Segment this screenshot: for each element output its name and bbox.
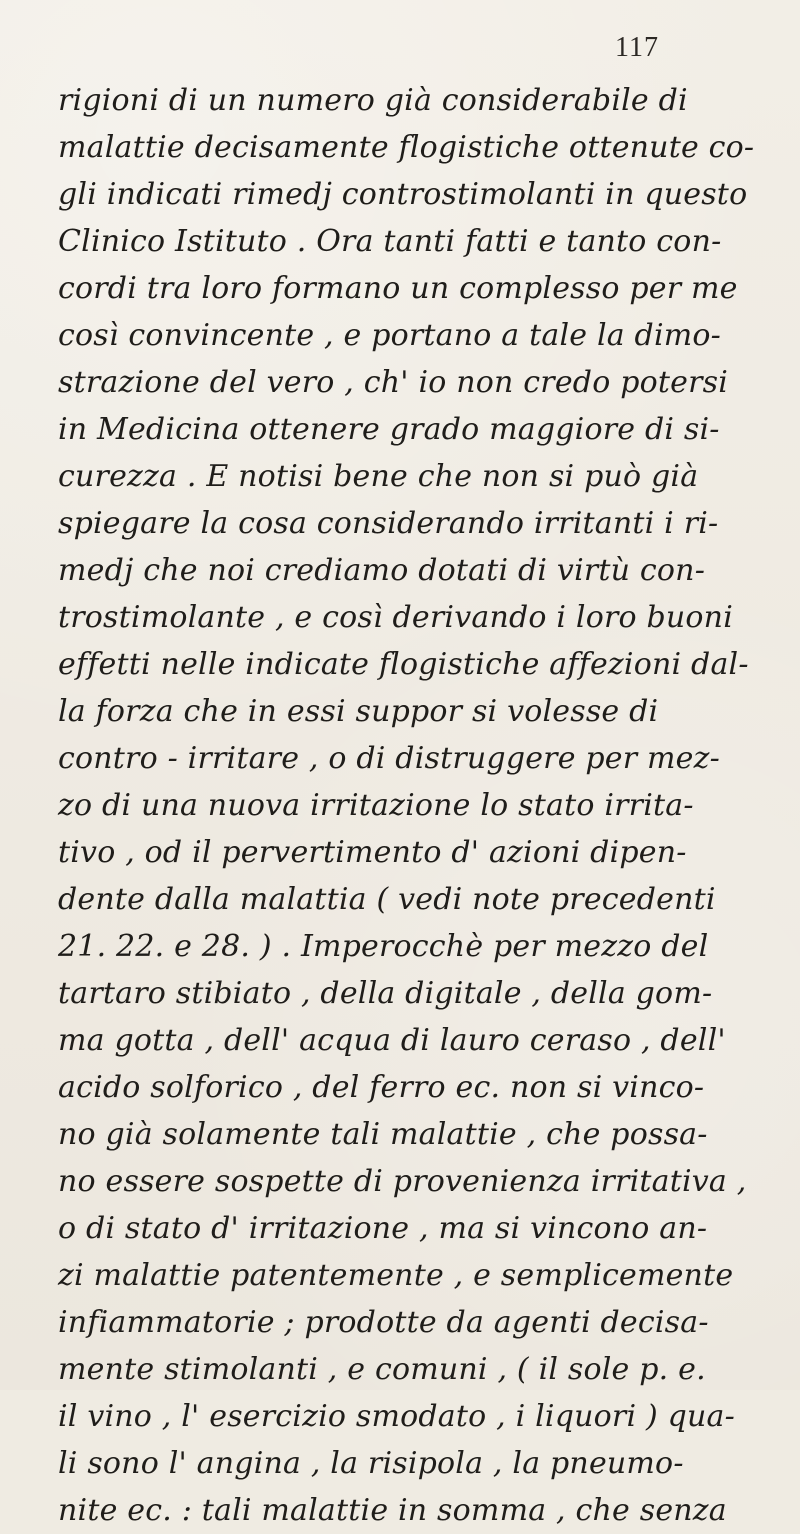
text-line: cordi tra loro formano un complesso per me — [58, 271, 738, 306]
text-line: la forza che in essi suppor si volesse di — [58, 694, 659, 729]
text-line: acido solforico , del ferro ec. non si vinco- — [58, 1070, 705, 1105]
text-line: medj che noi crediamo dotati di virtù con- — [58, 553, 706, 588]
text-line: gli indicati rimedj controstimolanti in questo — [58, 177, 748, 212]
text-line: zo di una nuova irritazione lo stato irrita- — [58, 788, 694, 823]
text-line: nite ec. : tali malattie in somma , che senza — [58, 1493, 727, 1528]
text-line: spiegare la cosa considerando irritanti i ri- — [58, 506, 719, 541]
text-line: no già solamente tali malattie , che possa- — [58, 1117, 708, 1152]
text-line: infiammatorie ; prodotte da agenti decisa- — [58, 1305, 709, 1340]
text-line: Clinico Istituto . Ora tanti fatti e tanto con- — [58, 224, 722, 259]
text-line: malattie decisamente flogistiche ottenute co- — [58, 130, 755, 165]
text-line: no essere sospette di provenienza irritativa , — [58, 1164, 747, 1199]
text-line: in Medicina ottenere grado maggiore di si- — [58, 412, 720, 447]
text-line: effetti nelle indicate flogistiche affezioni dal- — [58, 647, 749, 682]
text-line: li sono l' angina , la risipola , la pneumo- — [58, 1446, 684, 1481]
text-line: rigioni di un numero già considerabile di — [58, 83, 688, 118]
text-line: dente dalla malattia ( vedi note precedenti — [58, 882, 716, 917]
text-line: 21. 22. e 28. ) . Imperocchè per mezzo del — [58, 929, 709, 964]
text-line: così convincente , e portano a tale la dimo- — [58, 318, 721, 353]
text-line: tivo , od il pervertimento d' azioni dipen- — [58, 835, 687, 870]
text-line: il vino , l' esercizio smodato , i liquori ) qua- — [58, 1399, 735, 1434]
text-line: ma gotta , dell' acqua di lauro ceraso , dell' — [58, 1023, 726, 1058]
text-line: contro - irritare , o di distruggere per mez- — [58, 741, 720, 776]
text-line: o di stato d' irritazione , ma si vincono an- — [58, 1211, 708, 1246]
text-line: mente stimolanti , e comuni , ( il sole p. e. — [58, 1352, 706, 1387]
page-number: 117 — [615, 32, 659, 63]
text-line: trostimolante , e così derivando i loro buoni — [58, 600, 733, 635]
text-line: tartaro stibiato , della digitale , della gom- — [58, 976, 713, 1011]
body-text — [58, 77, 755, 1534]
text-line: curezza . E notisi bene che non si può già — [58, 459, 699, 494]
text-line: zi malattie patentemente , e semplicemente — [58, 1258, 734, 1293]
text-line: strazione del vero , ch' io non credo potersi — [58, 365, 728, 400]
